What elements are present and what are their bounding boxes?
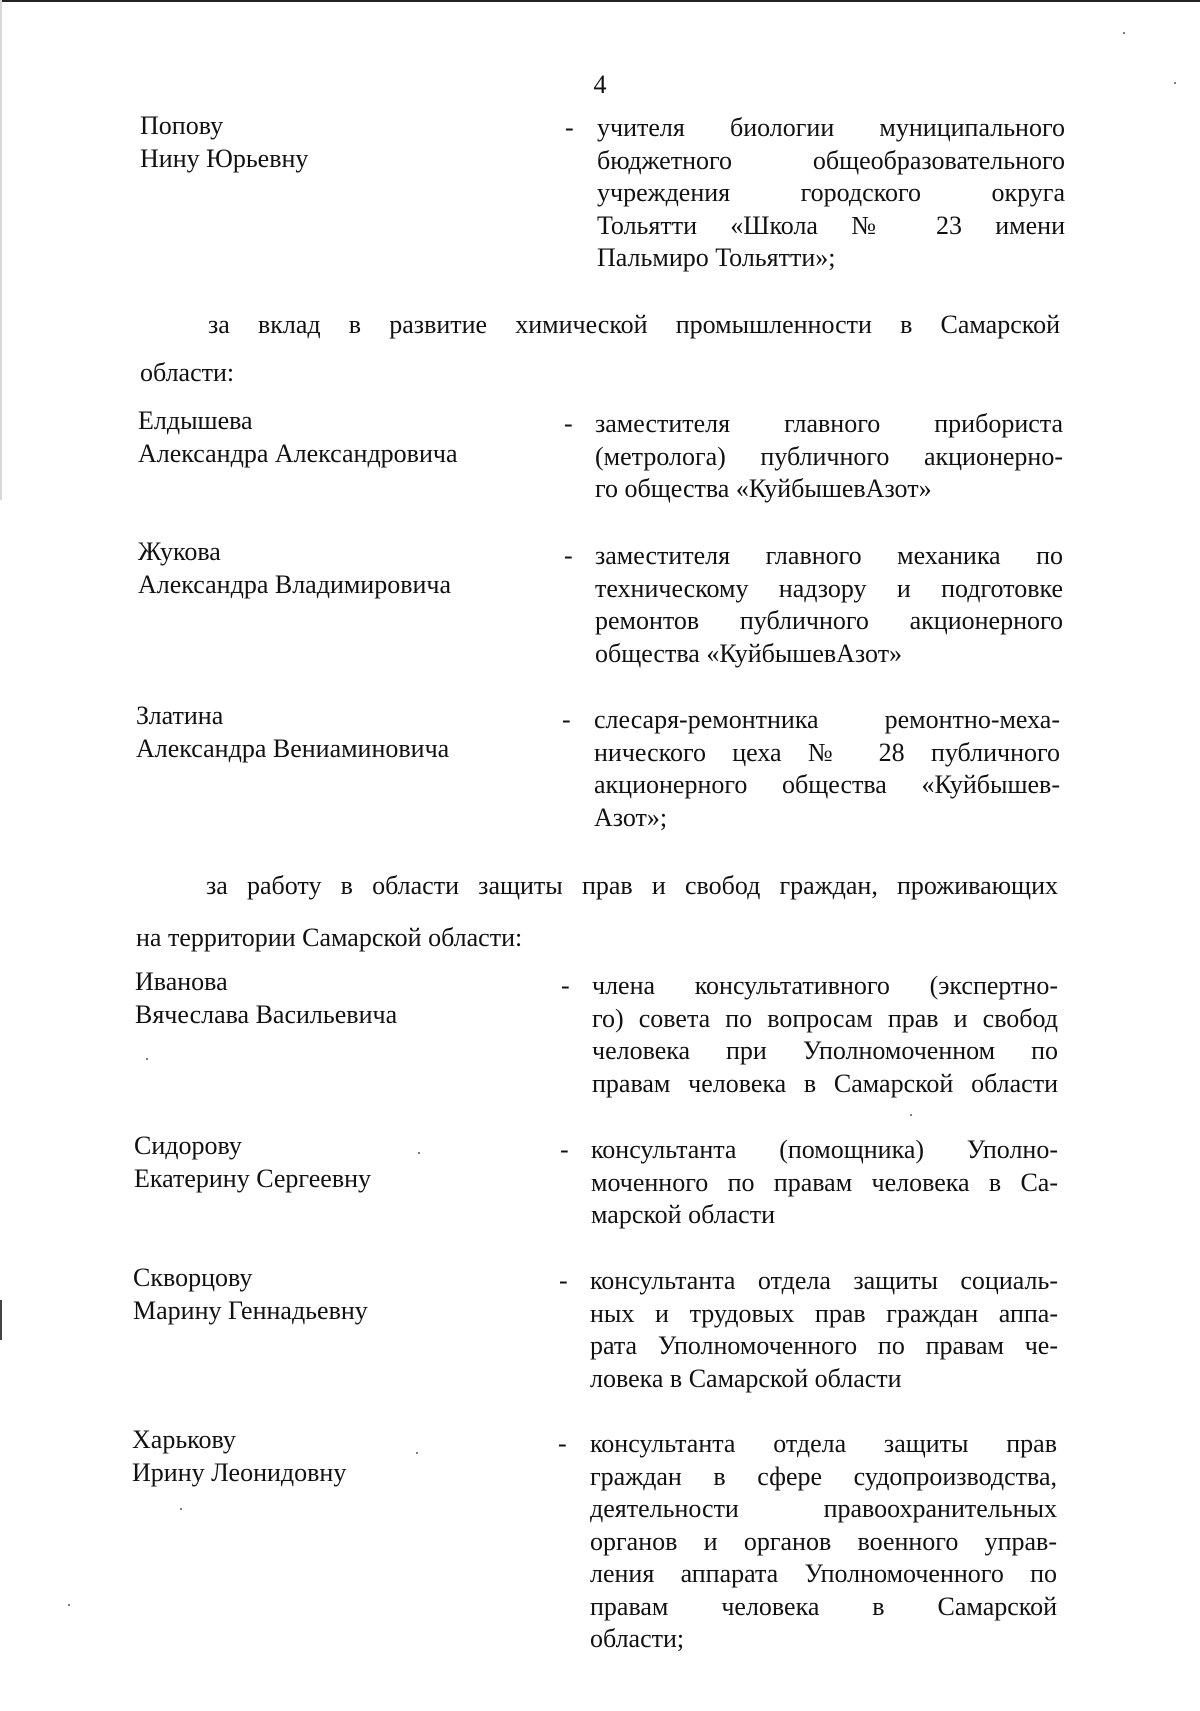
recipient-position [592, 970, 1058, 1100]
recipient-name [138, 536, 451, 601]
position-line: слесаря-ремонтника ремонтно-меха- [594, 705, 1060, 734]
position-line: граждан в сфере судопроизводства, [590, 1461, 1057, 1491]
position-line: ремонтов публичного акционерного [595, 606, 1063, 635]
position-line: (метролога) публичного акционерно- [595, 441, 1063, 471]
scan-left-edge [0, 0, 2, 1711]
position-line: общества «КуйбышевАзот» [595, 638, 903, 668]
position-line: го общества «КуйбышевАзот» [595, 474, 932, 503]
recipient-surname: Харькову [132, 1425, 236, 1454]
recipient-surname: Сидорову [134, 1131, 242, 1160]
position-line: человека при Уполномоченном по [592, 1036, 1058, 1065]
position-line: нического цеха № 28 публичного [594, 737, 1060, 767]
position-line: Тольятти «Школа № 23 имени [597, 210, 1065, 240]
position-line: техническому надзору и подготовке [595, 573, 1063, 603]
recipient-given-names: Екатерину Сергеевну [134, 1163, 372, 1193]
entry-dash: - [565, 113, 574, 142]
entry-dash: - [559, 1266, 568, 1295]
scan-speck [1174, 82, 1176, 84]
position-line: акционерного общества «Куйбышев- [594, 770, 1060, 799]
recipient-name [135, 966, 397, 1031]
section-heading [136, 870, 1058, 954]
entry-dash: - [558, 1429, 567, 1458]
recipient-surname: Скворцову [133, 1263, 253, 1292]
recipient-position [597, 112, 1065, 275]
scan-speck [180, 1508, 182, 1510]
position-line: консультанта отдела защиты социаль- [590, 1266, 1058, 1295]
position-line: Пальмиро Тольятти»; [597, 243, 836, 272]
position-line: бюджетного общеобразовательного [597, 145, 1065, 175]
recipient-name [140, 110, 308, 175]
position-line: заместителя главного механика по [595, 541, 1063, 570]
recipient-position [594, 704, 1060, 834]
section-heading-line: за работу в области защиты прав и свобод граждан, проживающих [206, 871, 1058, 900]
position-line: Азот»; [594, 802, 668, 832]
scan-speck [1123, 32, 1125, 34]
entry-dash: - [561, 971, 570, 1000]
recipient-given-names: Александра Вениаминовича [136, 733, 450, 763]
position-line: заместителя главного прибориста [595, 409, 1063, 438]
position-line: консультанта отдела защиты прав [590, 1429, 1057, 1458]
position-line: марской области [591, 1200, 775, 1229]
recipient-position [590, 1428, 1057, 1656]
recipient-name [138, 405, 457, 470]
position-line: области; [590, 1624, 685, 1653]
recipient-given-names: Марину Геннадьевну [133, 1295, 368, 1325]
recipient-given-names: Александра Владимировича [138, 569, 452, 599]
recipient-position [590, 1265, 1058, 1395]
entry-dash: - [564, 409, 573, 438]
recipient-position [595, 540, 1063, 670]
entry-dash: - [564, 541, 573, 570]
position-line: ления аппарата Уполномоченного по [590, 1559, 1057, 1588]
recipient-name [136, 700, 449, 765]
scan-speck [418, 1152, 420, 1154]
position-line: правам человека в Самарской области [592, 1068, 1058, 1098]
position-line: го) совета по вопросам прав и свобод [592, 1003, 1058, 1033]
position-line: консультанта (помощника) Уполно- [591, 1135, 1058, 1164]
recipient-surname: Жукова [138, 537, 221, 566]
recipient-given-names: Ирину Леонидовну [132, 1457, 347, 1487]
entry-dash: - [560, 1135, 569, 1164]
position-line: ных и трудовых прав граждан аппа- [590, 1298, 1058, 1328]
recipient-name [132, 1424, 346, 1489]
position-line: учреждения городского округа [597, 178, 1065, 207]
position-line: органов и органов военного управ- [590, 1526, 1057, 1556]
entry-dash: - [562, 705, 571, 734]
scan-top-border [0, 0, 1200, 2]
recipient-position [591, 1134, 1058, 1232]
recipient-name [134, 1130, 371, 1195]
position-line: учителя биологии муниципального [597, 113, 1065, 142]
recipient-given-names: Александра Александровича [138, 438, 458, 468]
section-heading [140, 309, 1060, 389]
section-heading-line: за вклад в развитие химической промышленности в Самарской [208, 310, 1060, 339]
recipient-given-names: Вячеслава Васильевича [135, 999, 398, 1029]
recipient-given-names: Нину Юрьевну [140, 143, 309, 173]
section-heading-line: на территории Самарской области: [136, 923, 523, 952]
recipient-surname: Иванова [135, 967, 228, 996]
position-line: моченного по правам человека в Са- [591, 1167, 1058, 1197]
section-heading-line: области: [140, 358, 235, 387]
recipient-position [595, 408, 1063, 506]
position-line: правам человека в Самарской [590, 1591, 1057, 1621]
scan-speck [68, 1604, 70, 1606]
scan-speck [146, 1058, 148, 1060]
position-line: члена консультативного (экспертно- [592, 971, 1058, 1000]
position-line: ловека в Самарской области [590, 1363, 902, 1393]
position-line: деятельности правоохранительных [590, 1494, 1057, 1523]
scan-speck [416, 1452, 418, 1454]
recipient-name [133, 1262, 368, 1327]
position-line: рата Уполномоченного по правам че- [590, 1331, 1058, 1360]
recipient-surname: Златина [136, 701, 224, 730]
recipient-surname: Елдышева [138, 406, 253, 435]
scan-speck [910, 1114, 912, 1116]
page-number: 4 [593, 70, 607, 99]
recipient-surname: Попову [140, 111, 224, 140]
